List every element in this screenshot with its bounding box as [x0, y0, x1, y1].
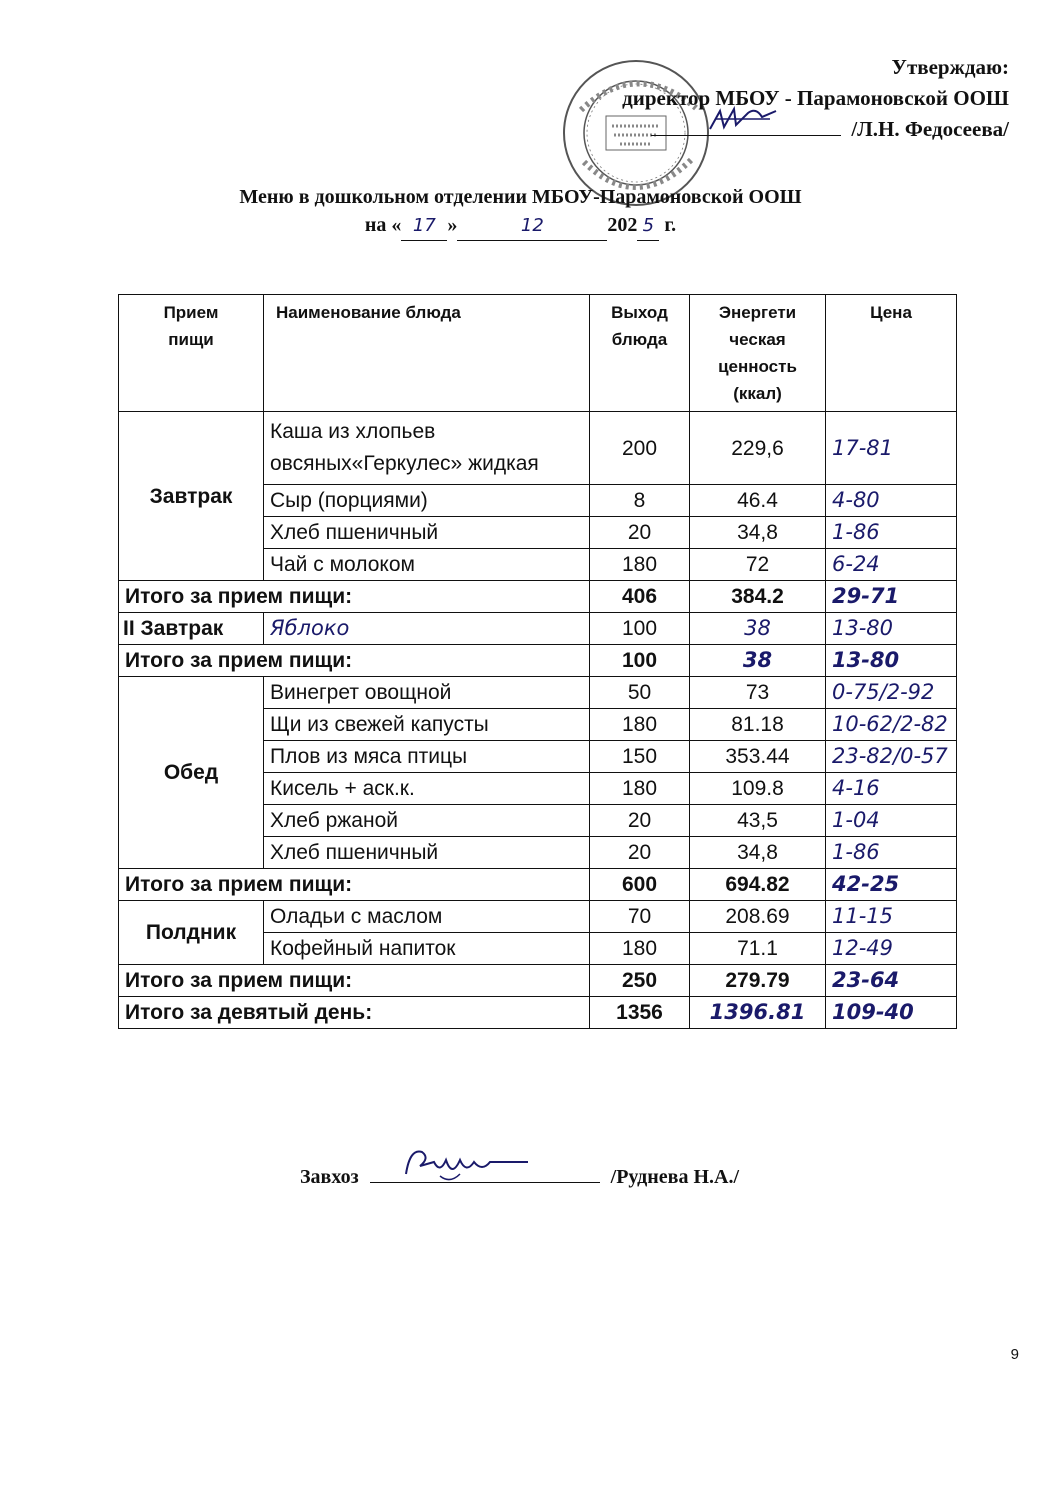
energy-cell: 34,8 [690, 837, 826, 869]
header-dish: Наименование блюда [264, 295, 590, 412]
energy-cell: 353.44 [690, 741, 826, 773]
output-cell: 150 [590, 741, 690, 773]
dish-cell: Каша из хлопьев овсяных«Геркулес» жидкая [264, 412, 590, 485]
date-line: на « 17 » 12 202 5 г. [0, 211, 1041, 241]
output-cell: 70 [590, 901, 690, 933]
dish-cell: Хлеб ржаной [264, 805, 590, 837]
output-cell: 180 [590, 773, 690, 805]
energy-cell: 73 [690, 677, 826, 709]
table-header-row [119, 295, 957, 412]
approve-signature-row [529, 114, 1009, 145]
header-output: Выход блюда [590, 295, 690, 412]
day-total-row [119, 997, 957, 1029]
price-cell: 13-80 [826, 613, 957, 645]
output-cell: 180 [590, 709, 690, 741]
price-cell: 10-62/2-82 [826, 709, 957, 741]
approve-position: директор МБОУ - Парамоновской ООШ [622, 86, 1009, 110]
meal-snack: Полдник [119, 901, 264, 965]
energy-cell: 208.69 [690, 901, 826, 933]
subtotal-label: Итого за прием пищи: [119, 645, 590, 677]
energy-cell: 43,5 [690, 805, 826, 837]
energy-cell: 34,8 [690, 517, 826, 549]
subtotal-energy: 38 [690, 645, 826, 677]
subtotal-output: 250 [590, 965, 690, 997]
approval-block [529, 52, 1009, 145]
subtotal-price: 13-80 [826, 645, 957, 677]
price-cell: 23-82/0-57 [826, 741, 957, 773]
signature-scribble [706, 103, 786, 139]
table-row [119, 613, 957, 645]
energy-cell: 109.8 [690, 773, 826, 805]
subtotal-row [119, 581, 957, 613]
price-cell: 12-49 [826, 933, 957, 965]
price-cell: 11-15 [826, 901, 957, 933]
table-row [119, 677, 957, 709]
price-cell: 17-81 [826, 412, 957, 485]
energy-cell: 72 [690, 549, 826, 581]
table-row [119, 901, 957, 933]
price-cell: 4-16 [826, 773, 957, 805]
output-cell: 100 [590, 613, 690, 645]
subtotal-row [119, 645, 957, 677]
subtotal-row [119, 869, 957, 901]
subtotal-label: Итого за прием пищи: [119, 869, 590, 901]
output-cell: 20 [590, 837, 690, 869]
director-name: /Л.Н. Федосеева/ [851, 117, 1009, 141]
date-day: 17 [401, 212, 447, 241]
date-year-digit: 5 [637, 212, 659, 241]
page-number: 9 [1010, 1346, 1019, 1363]
date-month: 12 [457, 212, 607, 241]
table-row [119, 412, 957, 485]
output-cell: 20 [590, 805, 690, 837]
dish-cell: Чай с молоком [264, 549, 590, 581]
price-cell: 1-86 [826, 837, 957, 869]
dish-cell: Кофейный напиток [264, 933, 590, 965]
price-cell: 4-80 [826, 485, 957, 517]
signature-scribble [400, 1144, 540, 1184]
price-cell: 6-24 [826, 549, 957, 581]
energy-cell: 46.4 [690, 485, 826, 517]
footer-role: Завхоз [300, 1166, 359, 1188]
header-energy: Энергети ческая ценность (ккал) [690, 295, 826, 412]
energy-cell: 81.18 [690, 709, 826, 741]
title-line: Меню в дошкольном отделении МБОУ-Парамоновской ООШ [239, 186, 802, 208]
subtotal-row [119, 965, 957, 997]
header-meal: Прием пищи [119, 295, 264, 412]
subtotal-output: 406 [590, 581, 690, 613]
meal-lunch: Обед [119, 677, 264, 869]
subtotal-label: Итого за прием пищи: [119, 965, 590, 997]
price-cell: 1-04 [826, 805, 957, 837]
menu-table [118, 294, 957, 1029]
document-title [0, 183, 1041, 241]
energy-cell: 71.1 [690, 933, 826, 965]
dish-cell: Кисель + аск.к. [264, 773, 590, 805]
storekeeper-name: /Руднева Н.А./ [610, 1166, 740, 1188]
subtotal-energy: 694.82 [690, 869, 826, 901]
price-cell: 0-75/2-92 [826, 677, 957, 709]
dish-cell: Винегрет овощной [264, 677, 590, 709]
subtotal-price: 29-71 [826, 581, 957, 613]
day-total-energy: 1396.81 [690, 997, 826, 1029]
subtotal-energy: 279.79 [690, 965, 826, 997]
footer-signature [300, 1160, 739, 1189]
meal-second-breakfast: II Завтрак [119, 613, 264, 645]
day-total-output: 1356 [590, 997, 690, 1029]
output-cell: 20 [590, 517, 690, 549]
dish-cell: Щи из свежей капусты [264, 709, 590, 741]
dish-cell: Сыр (порциями) [264, 485, 590, 517]
dish-cell: Хлеб пшеничный [264, 837, 590, 869]
dish-cell: Яблоко [264, 613, 590, 645]
price-cell: 1-86 [826, 517, 957, 549]
energy-cell: 229,6 [690, 412, 826, 485]
subtotal-output: 100 [590, 645, 690, 677]
subtotal-price: 23-64 [826, 965, 957, 997]
approve-heading: Утверждаю: [891, 55, 1009, 79]
output-cell: 50 [590, 677, 690, 709]
storekeeper-signature [370, 1160, 600, 1183]
dish-cell: Хлеб пшеничный [264, 517, 590, 549]
dish-cell: Плов из мяса птицы [264, 741, 590, 773]
dish-cell: Оладьи с маслом [264, 901, 590, 933]
energy-cell: 38 [690, 613, 826, 645]
output-cell: 200 [590, 412, 690, 485]
header-price: Цена [826, 295, 957, 412]
output-cell: 180 [590, 549, 690, 581]
subtotal-output: 600 [590, 869, 690, 901]
day-total-price: 109-40 [826, 997, 957, 1029]
subtotal-label: Итого за прием пищи: [119, 581, 590, 613]
day-total-label: Итого за девятый день: [119, 997, 590, 1029]
meal-breakfast: Завтрак [119, 412, 264, 581]
subtotal-energy: 384.2 [690, 581, 826, 613]
subtotal-price: 42-25 [826, 869, 957, 901]
output-cell: 8 [590, 485, 690, 517]
output-cell: 180 [590, 933, 690, 965]
director-signature [651, 115, 841, 136]
